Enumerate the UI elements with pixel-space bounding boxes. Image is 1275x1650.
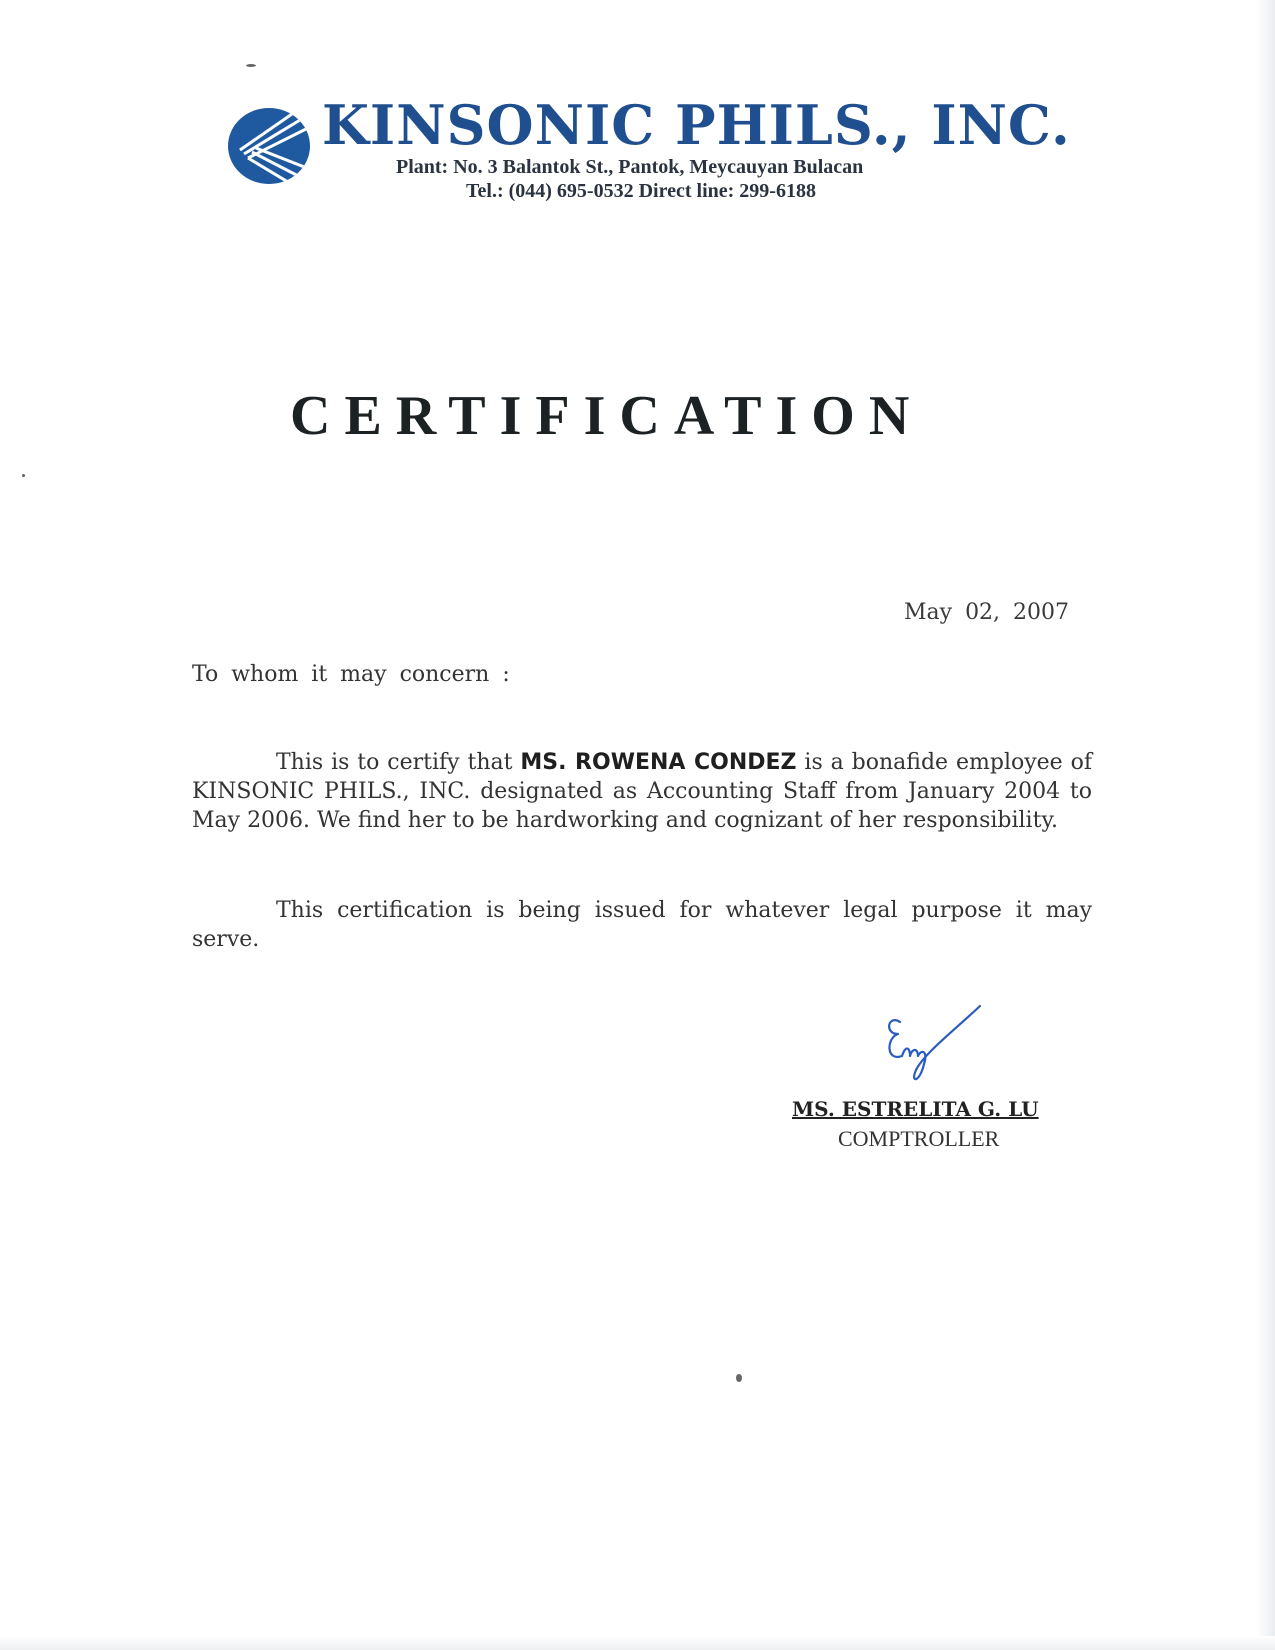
- scan-edge-shadow: [1257, 0, 1275, 1650]
- paragraph-1-rest: is a bonafide employee of KINSONIC PHILS., INC. designated as Accounting Staff from January 2004 to May 2006. We find her to be hardworking and cognizant of her responsibility.: [192, 750, 1092, 833]
- signature-icon: [880, 1004, 990, 1094]
- scan-bottom-shadow: [0, 1636, 1275, 1650]
- document-title: CERTIFICATION: [290, 385, 924, 447]
- letterhead: [226, 93, 1071, 206]
- scan-speck: [736, 1374, 742, 1382]
- company-name: KINSONIC PHILS., INC.: [322, 93, 1071, 157]
- paragraph-2-text: This certification is being issued for whatever legal purpose it may serve.: [192, 898, 1092, 952]
- scan-speck: [246, 64, 256, 67]
- employee-name: MS. ROWENA CONDEZ: [520, 750, 797, 775]
- company-address: Plant: No. 3 Balantok St., Pantok, Meycauyan Bulacan: [396, 156, 864, 178]
- document-date: May 02, 2007: [904, 600, 1070, 625]
- scan-speck: [22, 474, 25, 477]
- signatory-name: MS. ESTRELITA G. LU: [792, 1097, 1039, 1121]
- salutation: To whom it may concern :: [192, 662, 510, 687]
- signatory-title: COMPTROLLER: [838, 1126, 1000, 1151]
- body-paragraph-2: [192, 896, 1092, 954]
- body-paragraph-1: [192, 748, 1092, 835]
- paragraph-1-intro: This is to certify that: [276, 750, 521, 775]
- company-phone: Tel.: (044) 695-0532 Direct line: 299-6188: [466, 180, 816, 202]
- kinsonic-logo-icon: [226, 106, 312, 186]
